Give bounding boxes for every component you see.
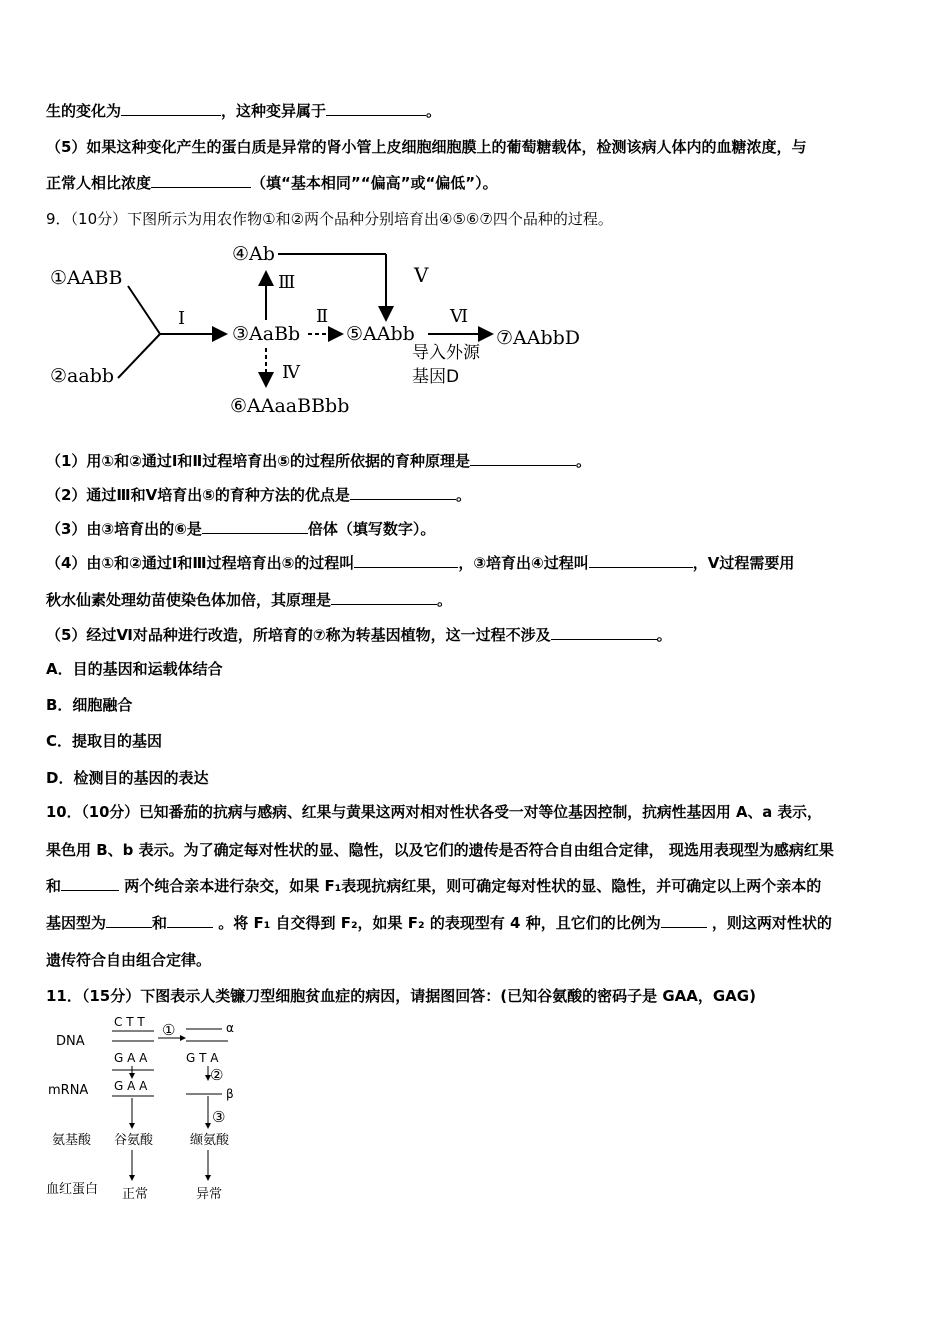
step-6-label: Ⅵ [450,306,469,327]
answer-blank[interactable] [551,625,657,640]
step-2-marker: ② [210,1066,224,1084]
q9-sub-4: （4）由①和②通过Ⅰ和Ⅲ过程培育出⑤的过程叫 ，③培育出④过程叫 ，Ⅴ过程需要用 [46,554,795,572]
step-5-label: Ⅴ [414,263,429,287]
q10-line-4: 基因型为 和 。将 F₁ 自交得到 F₂，如果 F₂ 的表现型有 4 种，且它们的比例为 ，则这两对性状的 [46,914,832,932]
valine: 缬氨酸 [190,1133,230,1148]
step-2-label: Ⅱ [316,306,329,327]
text-line: 正常人相比浓度 （填“基本相同”“偏高”或“偏低”）。 [46,174,498,192]
dna-gaa: G A A [114,1051,148,1065]
glutamic-acid: 谷氨酸 [114,1133,154,1148]
mrna-gaa: G A A [114,1079,148,1093]
note-gene-d: 基因D [412,367,460,387]
answer-blank[interactable] [661,913,707,928]
step-3-marker: ③ [212,1108,226,1126]
sickle-cell-diagram [40,1010,300,1210]
abnormal-label: 异常 [196,1187,223,1202]
q10-line-5: 遗传符合自由组合定律。 [46,951,212,969]
hybrid-3: ③AaBb [232,323,301,345]
row-amino-acid: 氨基酸 [52,1133,92,1148]
q10-line-1: 10．（10分）已知番茄的抗病与感病、红果与黄果这两对相对性状各受一对等位基因控制，抗病性基因用 A、a 表示， [46,804,822,821]
row-dna: DNA [56,1034,85,1049]
row-mrna: mRNA [48,1083,89,1098]
answer-blank[interactable] [331,590,437,605]
option-a[interactable]: A．目的基因和运载体结合 [46,660,223,678]
q9-sub-2: （2）通过Ⅲ和Ⅴ培育出⑤的育种方法的优点是 。 [46,486,471,504]
parent-2: ②aabb [50,365,115,387]
alpha-label: α [226,1021,234,1035]
haploid-4: ④Ab [232,243,275,265]
answer-blank[interactable] [354,553,458,568]
parent-1: ①AABB [50,267,123,289]
q9-sub-1: （1）用①和②通过Ⅰ和Ⅱ过程培育出⑤的过程所依据的育种原理是 。 [46,452,592,470]
step-1-marker: ① [162,1021,176,1039]
answer-blank[interactable] [470,451,576,466]
question-11-title: 11．（15分）下图表示人类镰刀型细胞贫血症的病因，请据图回答：(已知谷氨酸的密码子是 GAA，GAG) [46,987,756,1005]
answer-blank[interactable] [589,553,693,568]
q9-sub-4-cont: 秋水仙素处理幼苗使染色体加倍，其原理是 。 [46,591,453,609]
q9-sub-5: （5）经过Ⅵ对品种进行改造，所培育的⑦称为转基因植物，这一过程不涉及 。 [46,626,672,644]
q10-line-2: 果色用 B、b 表示。为了确定每对性状的显、隐性，以及它们的遗传是否符合自由组合定律， 现选用表现型为感病红果 [46,841,834,859]
option-c[interactable]: C．提取目的基因 [46,732,163,750]
q10-line-3: 和 两个纯合亲本进行杂交，如果 F₁表现抗病红果，则可确定每对性状的显、隐性，并可确定以上两个亲本的 [46,877,822,895]
dna-gta: G T A [186,1051,219,1065]
question-9-title: 9．（10分）下图所示为用农作物①和②两个品种分别培育出④⑤⑥⑦四个品种的过程。 [46,210,613,228]
normal-label: 正常 [122,1187,149,1202]
answer-blank[interactable] [121,101,221,116]
answer-blank[interactable] [151,173,251,188]
tetraploid-6: ⑥AAaaBBbb [230,395,350,417]
beta-label: β [226,1087,234,1101]
answer-blank[interactable] [202,519,308,534]
answer-blank[interactable] [326,101,426,116]
option-b[interactable]: B．细胞融合 [46,696,133,714]
pure-line-5: ⑤AAbb [346,323,415,345]
dna-ctt: C T T [114,1015,145,1029]
note-import-gene: 导入外源 [412,343,480,363]
step-1-label: Ⅰ [178,308,186,329]
answer-blank[interactable] [106,913,152,928]
answer-blank[interactable] [167,913,213,928]
step-3-label: Ⅲ [278,272,296,293]
text-line: 生的变化为 ，这种变异属于 。 [46,102,442,120]
answer-blank[interactable] [350,485,456,500]
text-line: （5）如果这种变化产生的蛋白质是异常的肾小管上皮细胞细胞膜上的葡萄糖载体，检测该病人体内的血糖浓度，与 [46,138,807,156]
row-hemoglobin: 血红蛋白 [46,1182,99,1197]
transgenic-7: ⑦AAbbD [496,327,581,349]
answer-blank[interactable] [61,876,119,891]
breeding-diagram [46,238,606,428]
q9-sub-3: （3）由③培育出的⑥是 倍体（填写数字）。 [46,520,436,538]
option-d[interactable]: D．检测目的基因的表达 [46,769,209,787]
step-4-label: Ⅳ [282,362,300,383]
